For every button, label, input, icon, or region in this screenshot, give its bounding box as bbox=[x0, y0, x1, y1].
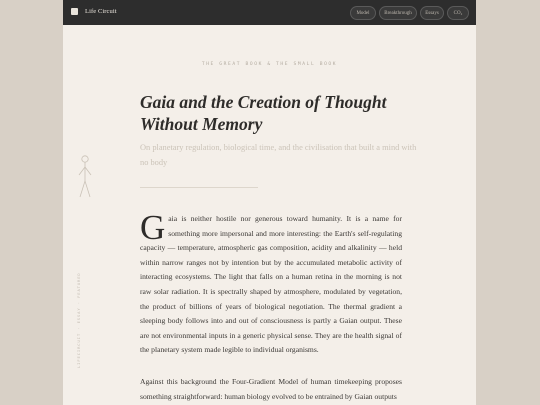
app-window bbox=[63, 0, 476, 405]
top-navbar bbox=[63, 0, 476, 25]
article-eyebrow: THE GREAT BOOK & THE SMALL BOOK bbox=[201, 62, 338, 67]
article-title: Gaia and the Creation of Thought Without Memory bbox=[140, 92, 387, 134]
brand-name[interactable]: Life Circuit bbox=[85, 8, 117, 15]
article-paragraph-1 bbox=[140, 208, 402, 358]
nav-item-essays[interactable]: Essays bbox=[420, 6, 444, 20]
nav-item-model[interactable]: Model bbox=[350, 6, 376, 20]
article-paragraph-2: Against this background the Four-Gradient Model of human timekeeping proposes something straightforward: human biology evolved to be entrained by Gaian outputs bbox=[140, 377, 402, 401]
article-subtitle: On planetary regulation, biological time, and the civilisation that built a mind with no body bbox=[140, 143, 417, 167]
logo-icon[interactable] bbox=[71, 8, 78, 15]
nav-item-breakthrough[interactable]: Breakthrough bbox=[379, 6, 417, 20]
drop-cap: G bbox=[140, 208, 166, 247]
title-divider bbox=[140, 187, 258, 188]
nav-item-co2[interactable]: CO₂ bbox=[447, 6, 469, 20]
side-label: LIFECIRCUIT · ESSAY · FEATURED bbox=[76, 272, 81, 368]
stick-figure-icon bbox=[77, 153, 93, 201]
paragraph-1-text: aia is neither hostile nor generous toward humanity. It is a name for something more impersonal and more interesting: the Earth's self-regulating capacity — temperature, atmospheric gas composition, acidity and alkalinity — held within narrow ranges not by intention but by the accumulated metabolic activity of interacting ecosystems. The light that falls on a human retina in the morning is not raw solar radiation. It is spectrally shaped by atmosphere, modulated by vegetation, the product of billions of years of biological negotiation. The thermal gradient a sleeping body follows into and out of consciousness is partly a Gaian output. These are not environmental inputs in a generic physical sense. They are the health signal of the planetary system made legible to individual organisms. bbox=[140, 214, 402, 355]
